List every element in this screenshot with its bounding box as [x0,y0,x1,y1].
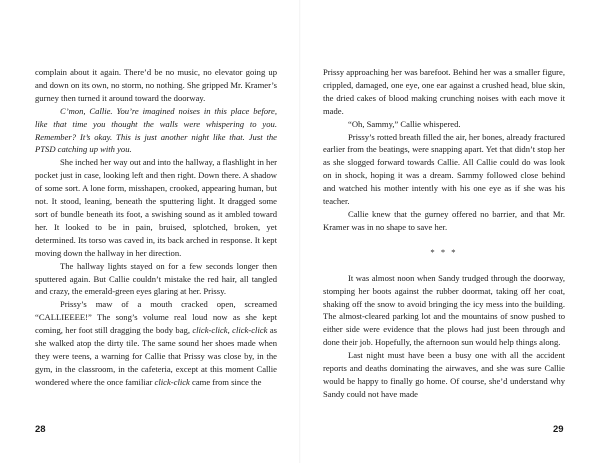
paragraph: Last night must have been a busy one with all the accident reports and deaths dominating the airwaves, and she was sure Callie would be happy to finally go home. Of course, she’d understand why Sandy could not have made [323,350,565,399]
right-page-text [323,66,565,401]
sound-effect-text: click-click [154,376,190,387]
paragraph: Prissy’s maw of a mouth cracked open, screamed “CALLIEEEE!” The song’s volume real loud now as she kept coming, her foot still dragging the body bag, click-click, click-click as she walked atop the dirty tile. The same sound her shoes made when they were teens, a warning for Callie that Prissy was close by, in the gym, in the classroom, in the cafeteria, except at this moment Callie wondered where the once familiar click-click came from since the [35,299,277,387]
paragraph: She inched her way out and into the hallway, a flashlight in her pocket just in case, looking left and then right. Down there. A shadow of some sort. A lone form, misshapen, crooked, appearing human, but not. It stood, leaning, beneath the sputtering light. It dragged some sort of bundle beneath its foot, a swishing sound as it ambled toward her. It looked to be in pain, bruised, splotched, broken, yet determined. Its torso was caved in, its back arched in response. It kept moving down the hallway in her direction. [35,157,277,258]
page-number-right: 29 [553,424,564,435]
sound-effect-text: click-click [232,325,268,336]
scene-break: * * * [430,246,458,257]
paragraph: Callie knew that the gurney offered no barrier, and that Mr. Kramer was in no shape to save her. [323,208,565,232]
book-gutter [299,0,301,463]
paragraph: “Oh, Sammy,” Callie whispered. [348,118,461,129]
paragraph: complain about it again. There’d be no music, no elevator going up and down on its own, no storm, no nothing. She gripped Mr. Kramer’s gurney then turned it around toward the doorway. [35,67,277,103]
sound-effect-text: click-click [192,325,228,336]
paragraph: The hallway lights stayed on for a few seconds longer then sputtered again. But Callie couldn’t mistake the red hair, all tangled and crazy, the emerald-green eyes glaring at her. Prissy. [35,260,277,297]
paragraph-italic-thought: C’mon, Callie. You’re imagined noises in this place before, like that time you thought the walls were whispering to you. Remember? It’s okay. This is just another night like that. Just the PTSD catching up with you. [35,105,277,155]
paragraph: Prissy’s rotted breath filled the air, her bones, already fractured earlier from the beatings, were snapping apart. Yet that didn’t stop her as she slogged forward towards Callie. All Callie could do was look on in shock, hoping it was a dream. Sammy followed close behind and watched his mother intently with his one eye as if she was his teacher. [323,131,565,207]
left-page-text [35,66,277,389]
paragraph: Prissy approaching her was barefoot. Behind her was a smaller figure, crippled, damaged, one eye, one ear against a crushed head, blue skin, the dried cakes of blood making crunching noises with each move it made. [323,67,565,116]
paragraph: It was almost noon when Sandy trudged through the doorway, stomping her boots against the rubber doormat, taking off her coat, shaking off the snow to avoid bringing the icy mess into the building. The almost-cleared parking lot and the mountains of snow pushed to either side were evidence that the plows had just been through and done their job. Hopefully, the afternoon sun would help things along. [323,272,565,348]
page-number-left: 28 [35,424,46,435]
